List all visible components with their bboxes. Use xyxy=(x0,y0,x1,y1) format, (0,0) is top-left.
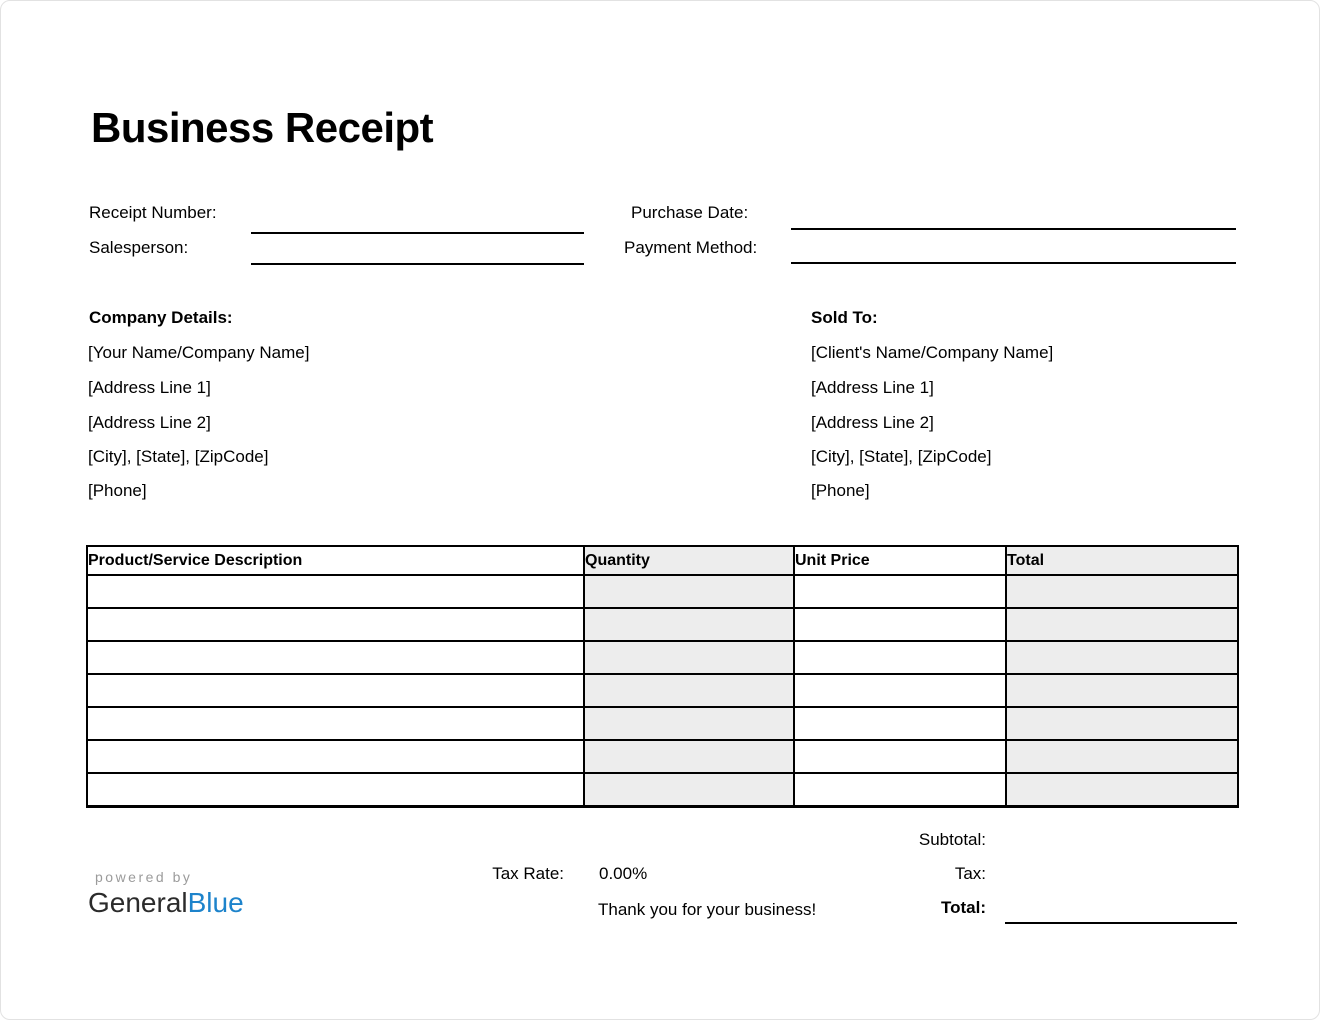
table-row xyxy=(87,773,1238,807)
receipt-number-field[interactable] xyxy=(251,232,584,234)
tax-rate-value[interactable]: 0.00% xyxy=(599,864,648,883)
subtotal-label: Subtotal: xyxy=(918,830,986,849)
payment-method-field[interactable] xyxy=(791,262,1236,264)
brand-general-text: General xyxy=(88,887,188,918)
payment-method-label: Payment Method: xyxy=(624,238,758,257)
table-cell[interactable] xyxy=(1006,740,1238,773)
table-cell[interactable] xyxy=(794,674,1006,707)
company-address2-line: [Address Line 2] xyxy=(88,413,211,432)
column-header-quantity: Quantity xyxy=(584,546,794,575)
thank-you-message: Thank you for your business! xyxy=(598,900,817,919)
page-title: Business Receipt xyxy=(91,104,434,151)
table-cell[interactable] xyxy=(794,608,1006,641)
table-cell[interactable] xyxy=(584,707,794,740)
generalblue-logo[interactable] xyxy=(88,887,244,919)
table-row xyxy=(87,674,1238,707)
items-table xyxy=(86,545,1239,808)
table-cell[interactable] xyxy=(1006,641,1238,674)
table-cell[interactable] xyxy=(794,575,1006,608)
table-cell[interactable] xyxy=(87,740,584,773)
total-field[interactable] xyxy=(1005,922,1237,924)
table-cell[interactable] xyxy=(794,641,1006,674)
purchase-date-label: Purchase Date: xyxy=(631,203,749,222)
company-address1-line: [Address Line 1] xyxy=(88,378,211,397)
table-cell[interactable] xyxy=(584,608,794,641)
tax-rate-label: Tax Rate: xyxy=(492,864,564,883)
column-header-total: Total xyxy=(1006,546,1238,575)
purchase-date-field[interactable] xyxy=(791,228,1236,230)
powered-by-label: powered by xyxy=(95,869,193,885)
client-city-line: [City], [State], [ZipCode] xyxy=(811,447,992,466)
salesperson-field[interactable] xyxy=(251,263,584,265)
company-details-heading: Company Details: xyxy=(89,308,233,327)
table-row xyxy=(87,740,1238,773)
salesperson-label: Salesperson: xyxy=(89,238,189,257)
table-cell[interactable] xyxy=(87,641,584,674)
brand-blue-text: Blue xyxy=(187,887,244,918)
client-phone-line: [Phone] xyxy=(811,481,870,500)
table-cell[interactable] xyxy=(584,740,794,773)
tax-label: Tax: xyxy=(954,864,986,883)
table-cell[interactable] xyxy=(584,773,794,807)
table-row xyxy=(87,608,1238,641)
table-cell[interactable] xyxy=(87,575,584,608)
column-header-description: Product/Service Description xyxy=(87,546,584,575)
sold-to-heading: Sold To: xyxy=(811,308,878,327)
company-name-line: [Your Name/Company Name] xyxy=(88,343,310,362)
table-cell[interactable] xyxy=(794,707,1006,740)
client-name-line: [Client's Name/Company Name] xyxy=(811,343,1054,362)
table-cell[interactable] xyxy=(584,674,794,707)
table-cell[interactable] xyxy=(794,773,1006,807)
table-row xyxy=(87,707,1238,740)
table-cell[interactable] xyxy=(87,608,584,641)
table-cell[interactable] xyxy=(584,641,794,674)
column-header-unit-price: Unit Price xyxy=(794,546,1006,575)
table-cell[interactable] xyxy=(1006,608,1238,641)
table-row xyxy=(87,641,1238,674)
total-label: Total: xyxy=(940,898,986,917)
table-cell[interactable] xyxy=(1006,674,1238,707)
table-cell[interactable] xyxy=(1006,773,1238,807)
table-cell[interactable] xyxy=(794,740,1006,773)
table-row xyxy=(87,575,1238,608)
client-address2-line: [Address Line 2] xyxy=(811,413,934,432)
table-cell[interactable] xyxy=(87,674,584,707)
receipt-number-label: Receipt Number: xyxy=(89,203,217,222)
company-city-line: [City], [State], [ZipCode] xyxy=(88,447,269,466)
table-cell[interactable] xyxy=(1006,575,1238,608)
table-cell[interactable] xyxy=(87,707,584,740)
table-header-row xyxy=(87,546,1238,575)
table-cell[interactable] xyxy=(1006,707,1238,740)
company-phone-line: [Phone] xyxy=(88,481,147,500)
table-cell[interactable] xyxy=(87,773,584,807)
table-cell[interactable] xyxy=(584,575,794,608)
client-address1-line: [Address Line 1] xyxy=(811,378,934,397)
